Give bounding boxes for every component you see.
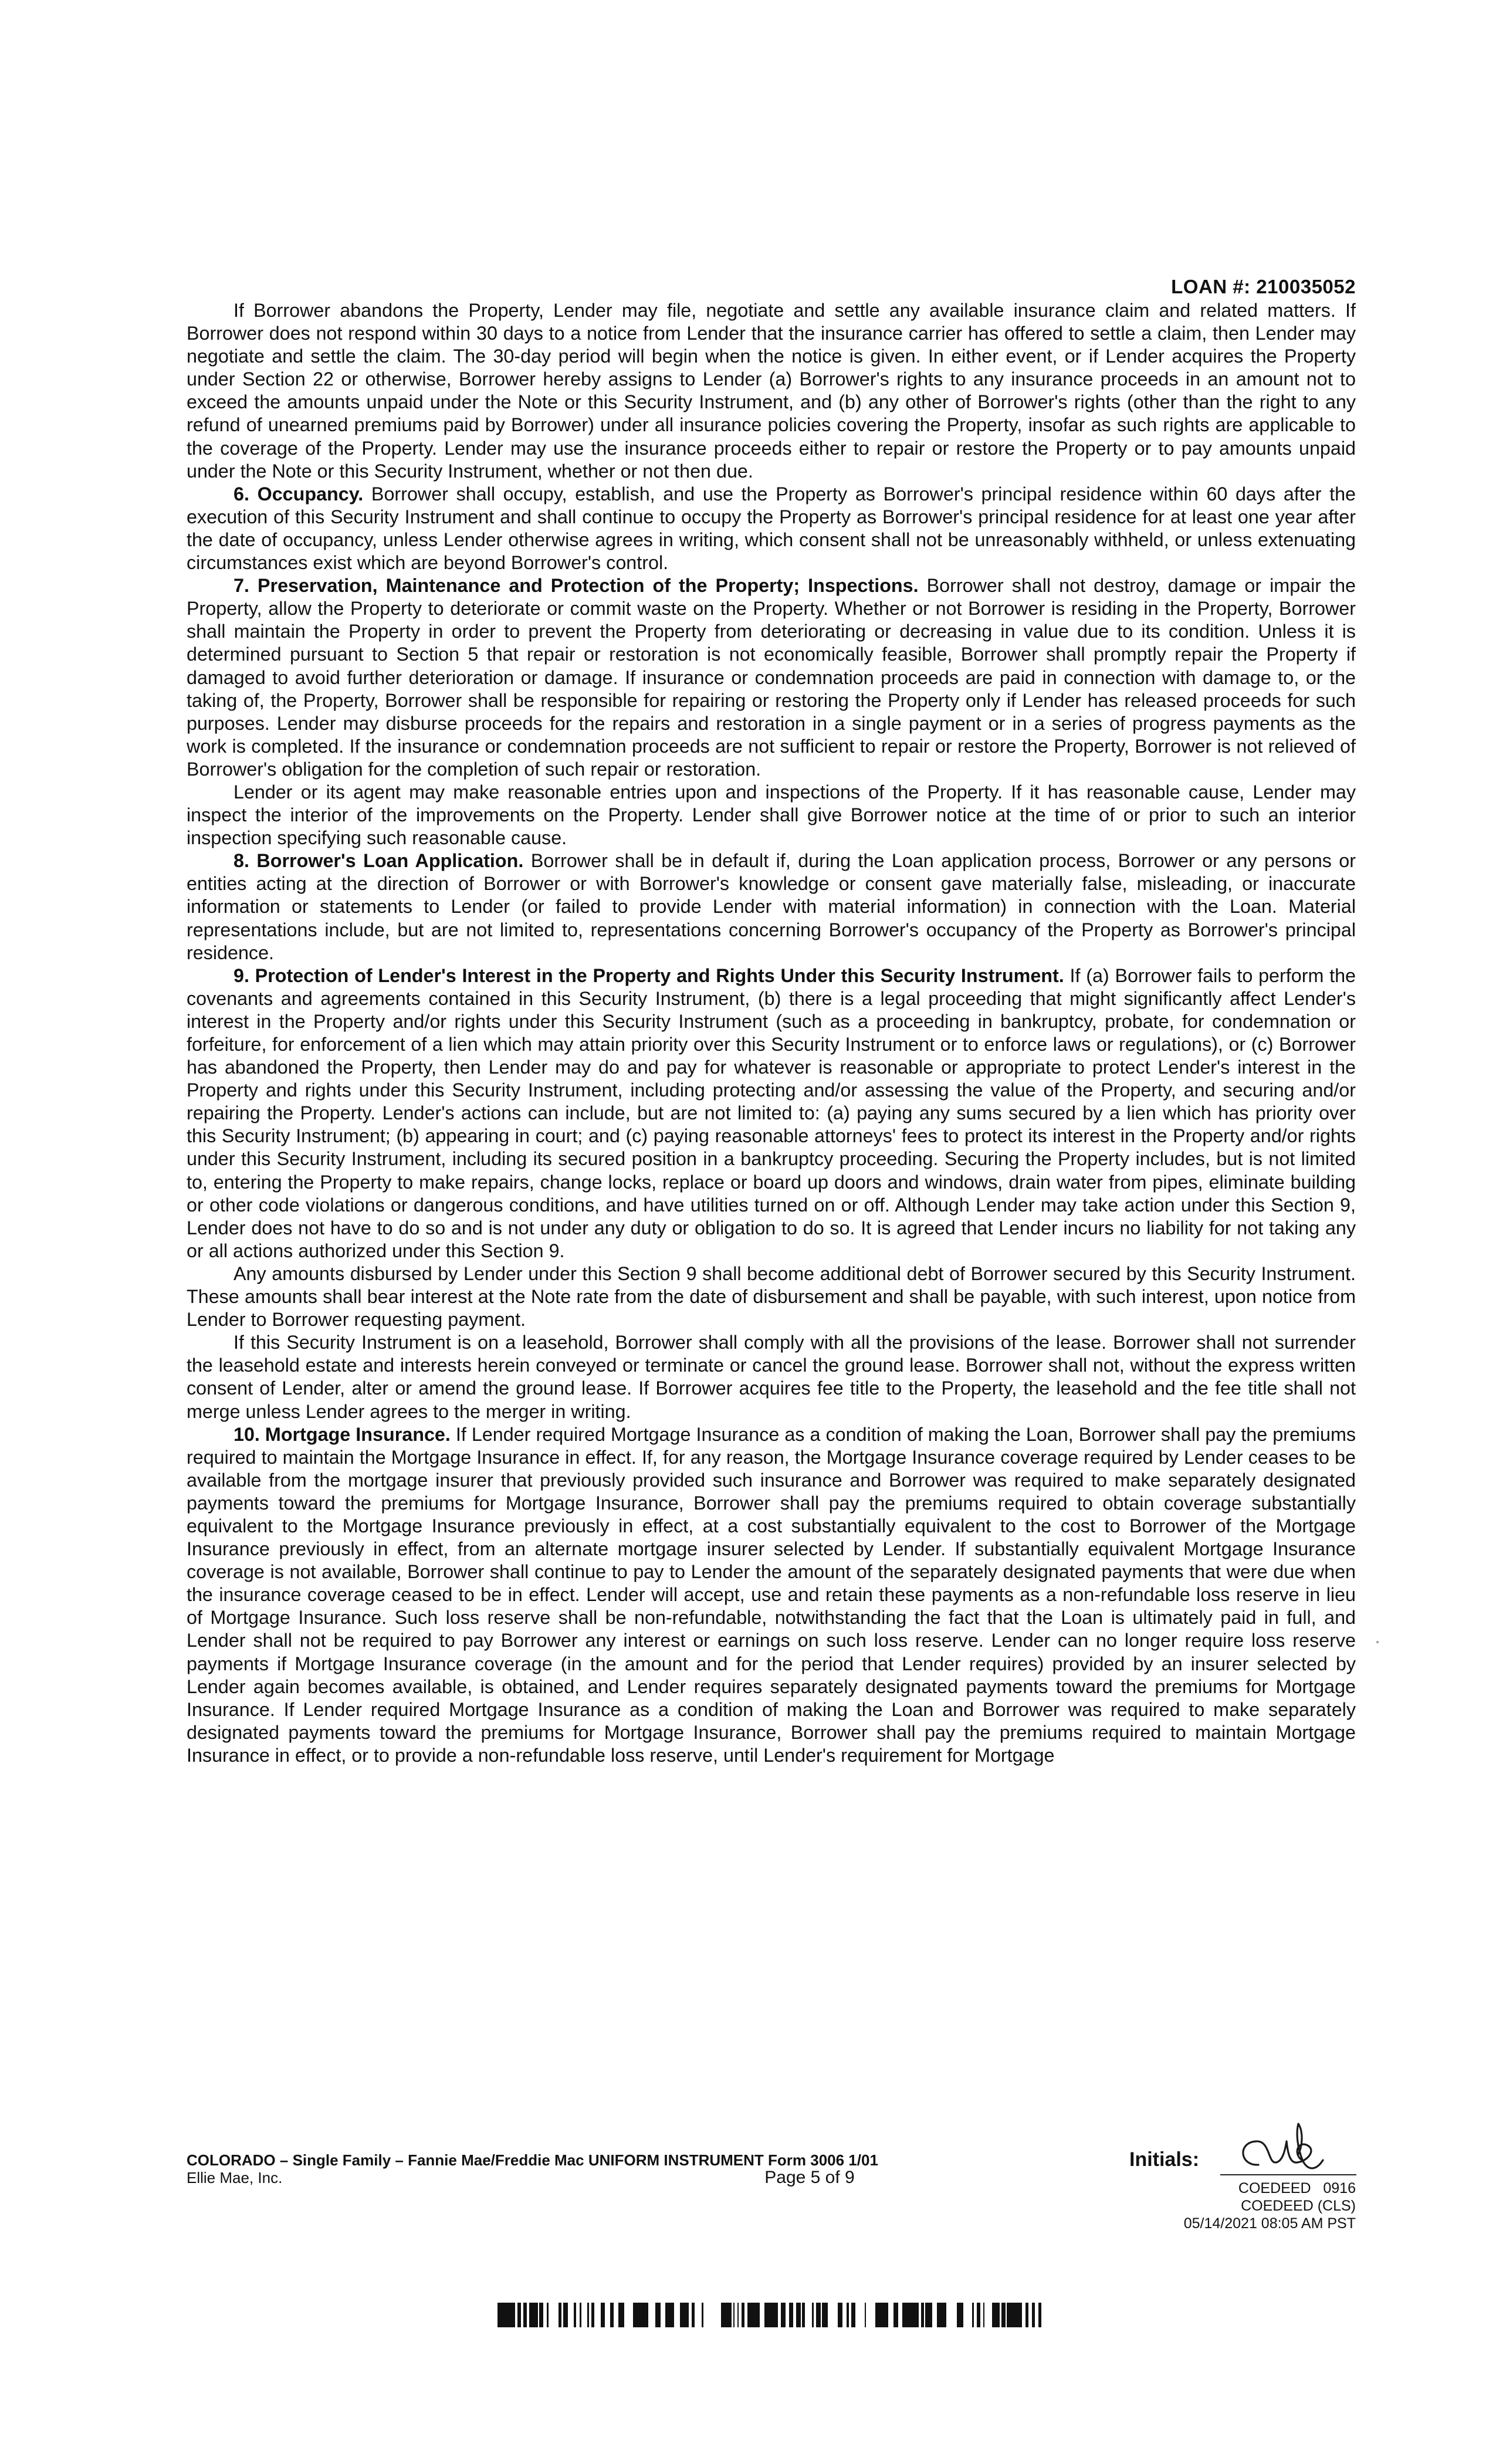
- scan-mark: [1376, 1641, 1379, 1643]
- paragraph-text: Borrower shall not destroy, damage or impair the Property, allow the Property to deteriorate or commit waste on the Property. Whether or not Borrower is residing in the Property, Borrower shall maintain the Property in order to prevent the Property from deteriorating or decreasing in value due to its condition. Unless it is determined pursuant to Section 5 that repair or restoration is not economically feasible, Borrower shall promptly repair the Property if damaged to avoid further deterioration or damage. If insurance or condemnation proceeds are paid in connection with damage to, or the taking of, the Property, Borrower shall be responsible for repairing or restoring the Property only if Lender has released proceeds for such purposes. Lender may disburse proceeds for the repairs and restoration in a single payment or in a series of progress payments as the work is completed. If the insurance or condemnation proceeds are not sufficient to repair or restore the Property, Borrower is not relieved of Borrower's obligation for the completion of such repair or restoration.: [187, 575, 1356, 780]
- document-barcode: [497, 2303, 1049, 2327]
- paragraph: [187, 849, 1356, 964]
- print-timestamp: 05/14/2021 08:05 AM PST: [1183, 2215, 1356, 2232]
- doc-code: COEDEED 0916: [1238, 2180, 1356, 2196]
- paragraph: [187, 1263, 1356, 1331]
- paragraph-text: If Lender required Mortgage Insurance as a condition of making the Loan, Borrower shall pay the premiums required to maintain the Mortgage Insurance in effect. If, for any reason, the Mortgage Insurance coverage required by Lender ceases to be available from the mortgage insurer that previously provided such insurance and Borrower was required to make separately designated payments toward the premiums for Mortgage Insurance, Borrower shall pay the premiums required to obtain coverage substantially equivalent to the Mortgage Insurance previously in effect, at a cost substantially equivalent to the cost to Borrower of the Mortgage Insurance previously in effect, from an alternate mortgage insurer selected by Lender. If substantially equivalent Mortgage Insurance coverage is not available, Borrower shall continue to pay to Lender the amount of the separately designated payments that were due when the insurance coverage ceased to be in effect. Lender will accept, use and retain these payments as a non-refundable loss reserve in lieu of Mortgage Insurance. Such loss reserve shall be non-refundable, notwithstanding the fact that the Loan is ultimately paid in full, and Lender shall not be required to pay Borrower any interest or earnings on such loss reserve. Lender can no longer require loss reserve payments if Mortgage Insurance coverage (in the amount and for the period that Lender requires) provided by an insurer selected by Lender again becomes available, is obtained, and Lender requires separately designated payments toward the premiums for Mortgage Insurance. If Lender required Mortgage Insurance as a condition of making the Loan and Borrower was required to make separately designated payments toward the premiums for Mortgage Insurance, Borrower shall pay the premiums required to maintain Mortgage Insurance in effect, or to provide a non-refundable loss reserve, until Lender's requirement for Mortgage: [187, 1423, 1356, 1766]
- paragraph-text: If (a) Borrower fails to perform the covenants and agreements contained in this Security Instrument, (b) there is a legal proceeding that might significantly affect Lender's interest in the Property and/or rights under this Security Instrument (such as a proceeding in bankruptcy, probate, for condemnation or forfeiture, for enforcement of a lien which may attain priority over this Security Instrument or to enforce laws or regulations), or (c) Borrower has abandoned the Property, then Lender may do and pay for whatever is reasonable or appropriate to protect Lender's interest in the Property and rights under this Security Instrument, including protecting and/or assessing the value of the Property, and securing and/or repairing the Property. Lender's actions can include, but are not limited to: (a) paying any sums secured by a lien which has priority over this Security Instrument; (b) appearing in court; and (c) paying reasonable attorneys' fees to protect its interest in the Property and/or rights under this Security Instrument, including its secured position in a bankruptcy proceeding. Securing the Property includes, but is not limited to, entering the Property to make repairs, change locks, replace or board up doors and windows, drain water from pipes, eliminate building or other code violations or dangerous conditions, and have utilities turned on or off. Although Lender may take action under this Section 9, Lender does not have to do so and is not under any duty or obligation to do so. It is agreed that Lender incurs no liability for not taking any or all actions authorized under this Section 9.: [187, 964, 1356, 1261]
- paragraph: [187, 574, 1356, 781]
- paragraph: [187, 781, 1356, 849]
- section-heading: 6. Occupancy.: [233, 483, 364, 505]
- initials-line: [1220, 2174, 1356, 2175]
- paragraph-text: If this Security Instrument is on a leasehold, Borrower shall comply with all the provisions of the lease. Borrower shall not surrender the leasehold estate and interests herein conveyed or terminate or cancel the ground lease. Borrower shall not, without the express written consent of Lender, alter or amend the ground lease. If Borrower acquires fee title to the Property, the leasehold and the fee title shall not merge unless Lender agrees to the merger in writing.: [187, 1332, 1356, 1422]
- initials-label: Initials:: [1129, 2148, 1200, 2171]
- paragraph-text: Borrower shall be in default if, during the Loan application process, Borrower or any persons or entities acting at the direction of Borrower or with Borrower's knowledge or consent gave materially false, misleading, or inaccurate information or statements to Lender (or failed to provide Lender with material information) in connection with the Loan. Material representations include, but are not limited to, representations concerning Borrower's occupancy of the Property as Borrower's principal residence.: [187, 850, 1356, 963]
- document-body: [187, 299, 1356, 1767]
- paragraph-text: Lender or its agent may make reasonable entries upon and inspections of the Property. If it has reasonable cause, Lender may inspect the interior of the improvements on the Property. Lender shall give Borrower notice at the time of or prior to such an interior inspection specifying such reasonable cause.: [187, 781, 1356, 849]
- company-name: Ellie Mae, Inc.: [187, 2169, 283, 2187]
- section-heading: 9. Protection of Lender's Interest in the Property and Rights Under this Security Instrument.: [233, 964, 1064, 986]
- paragraph: [187, 299, 1356, 483]
- loan-number: LOAN #: 210035052: [1171, 276, 1356, 297]
- paragraph-text: Any amounts disbursed by Lender under this Section 9 shall become additional debt of Borrower secured by this Security Instrument. These amounts shall bear interest at the Note rate from the date of disbursement and shall be payable, with such interest, upon notice from Lender to Borrower requesting payment.: [187, 1263, 1356, 1331]
- section-heading: 8. Borrower's Loan Application.: [233, 850, 524, 872]
- initials-signature: [1229, 2119, 1358, 2178]
- paragraph: [187, 1331, 1356, 1423]
- paragraph-text: If Borrower abandons the Property, Lender may file, negotiate and settle any available insurance claim and related matters. If Borrower does not respond within 30 days to a notice from Lender that the insurance carrier has offered to settle a claim, then Lender may negotiate and settle the claim. The 30-day period will begin when the notice is given. In either event, or if Lender acquires the Property under Section 22 or otherwise, Borrower hereby assigns to Lender (a) Borrower's rights to any insurance proceeds in an amount not to exceed the amounts unpaid under the Note or this Security Instrument, and (b) any other of Borrower's rights (other than the right to any refund of unearned premiums paid by Borrower) under all insurance policies covering the Property, insofar as such rights are applicable to the coverage of the Property. Lender may use the insurance proceeds either to repair or restore the Property or to pay amounts unpaid under the Note or this Security Instrument, whether or not then due.: [187, 300, 1356, 482]
- section-heading: 7. Preservation, Maintenance and Protection of the Property; Inspections.: [233, 575, 919, 597]
- section-heading: 10. Mortgage Insurance.: [233, 1423, 451, 1445]
- paragraph-text: Borrower shall occupy, establish, and use the Property as Borrower's principal residence within 60 days after the execution of this Security Instrument and shall continue to occupy the Property as Borrower's principal residence for at least one year after the date of occupancy, unless Lender otherwise agrees in writing, which consent shall not be unreasonably withheld, or unless extenuating circumstances exist which are beyond Borrower's control.: [187, 483, 1356, 574]
- paragraph: [187, 1423, 1356, 1767]
- paragraph: [187, 483, 1356, 574]
- paragraph: [187, 964, 1356, 1263]
- document-codes: [1184, 2179, 1356, 2232]
- page-number: Page 5 of 9: [764, 2168, 855, 2187]
- form-identifier: COLORADO – Single Family – Fannie Mae/Freddie Mac UNIFORM INSTRUMENT Form 3006 1/01: [187, 2151, 878, 2169]
- doc-code-cls: COEDEED (CLS): [1241, 2198, 1356, 2214]
